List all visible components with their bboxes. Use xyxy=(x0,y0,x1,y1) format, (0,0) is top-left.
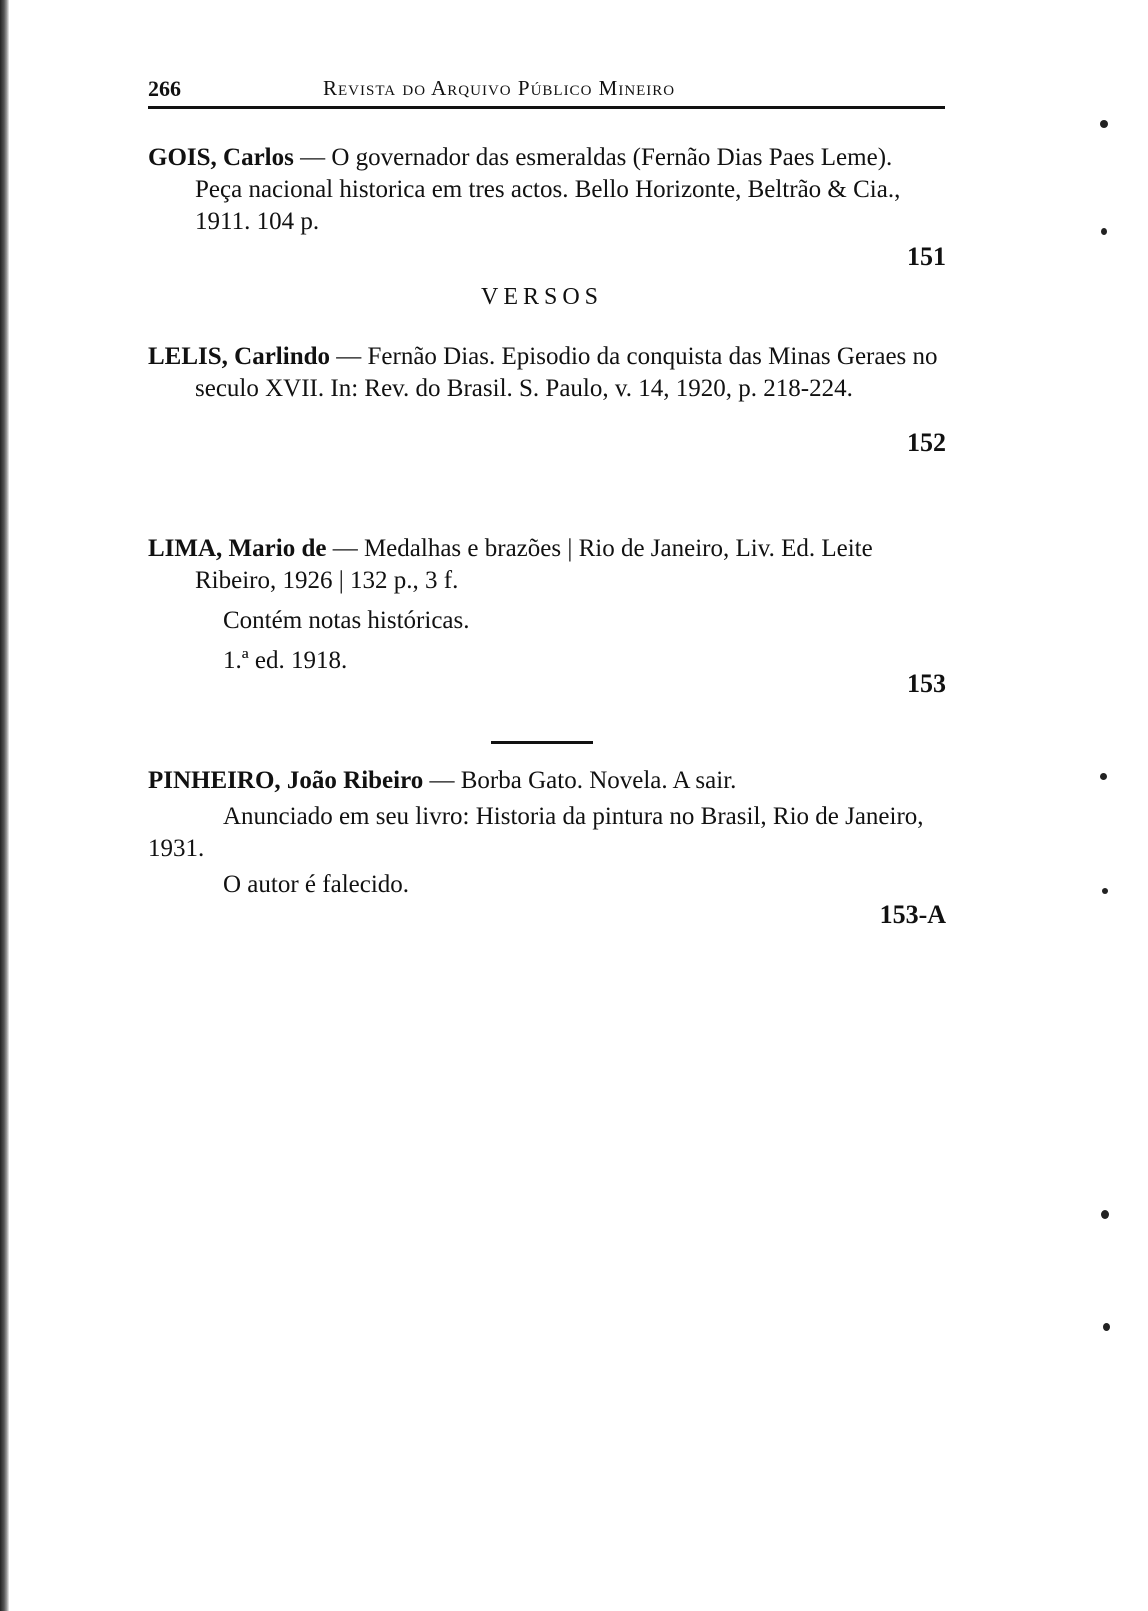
page-number: 266 xyxy=(148,76,181,101)
scan-speck xyxy=(1101,228,1107,235)
scan-speck xyxy=(1103,1323,1110,1331)
scan-speck xyxy=(1101,1210,1109,1219)
entry-note: 1.ª ed. 1918. xyxy=(223,647,348,674)
entry-citation-text: — Fernão Dias. Episodio da conquista das Minas Geraes no seculo XVII. In: Rev. do Brasil. S. Paulo, v. 14, 1920, p. 218-224. xyxy=(195,343,938,402)
entry-author: LIMA, Mario de xyxy=(148,535,327,562)
scan-speck xyxy=(1100,773,1107,780)
entry-note: O autor é falecido. xyxy=(223,871,410,898)
entry-note: Anunciado em seu livro: Historia da pintura no Brasil, Rio de Janeiro, 1931. xyxy=(148,803,924,862)
entry-citation xyxy=(148,765,945,797)
entry-author: LELIS, Carlindo xyxy=(148,343,331,370)
entry-citation xyxy=(148,533,945,597)
entry-note: Contém notas históricas. xyxy=(223,607,470,634)
bibliography-entry-152 xyxy=(148,341,945,405)
entry-number: 153-A xyxy=(879,900,946,929)
entry-citation xyxy=(148,142,945,238)
entry-citation-text: — O governador das esmeraldas (Fernão Dias Paes Leme). Peça nacional historica em tres actos. Bello Horizonte, Beltrão & Cia., 1911. 104 p. xyxy=(195,144,901,235)
scan-speck xyxy=(1100,120,1108,128)
bibliography-entry-153a xyxy=(148,765,945,901)
entry-citation-text: — Borba Gato. Novela. A sair. xyxy=(423,767,737,794)
section-heading: VERSOS xyxy=(481,284,604,310)
entry-number: 151 xyxy=(907,242,946,271)
bibliography-entry-151 xyxy=(148,142,945,238)
separator-rule xyxy=(491,741,593,744)
entry-number: 152 xyxy=(907,428,946,457)
bibliography-entry-153 xyxy=(148,533,945,677)
entry-number: 153 xyxy=(907,669,946,698)
running-title: Revista do Arquivo Público Mineiro xyxy=(323,76,676,100)
entry-citation xyxy=(148,341,945,405)
entry-author: PINHEIRO, João Ribeiro xyxy=(148,767,424,794)
page-header xyxy=(148,76,945,109)
scan-speck xyxy=(1102,888,1108,894)
entry-author: GOIS, Carlos xyxy=(148,144,294,171)
entry-citation-text: — Medalhas e brazões | Rio de Janeiro, Liv. Ed. Leite Ribeiro, 1926 | 132 p., 3 f. xyxy=(195,535,873,594)
book-spine-shadow xyxy=(0,0,9,1611)
